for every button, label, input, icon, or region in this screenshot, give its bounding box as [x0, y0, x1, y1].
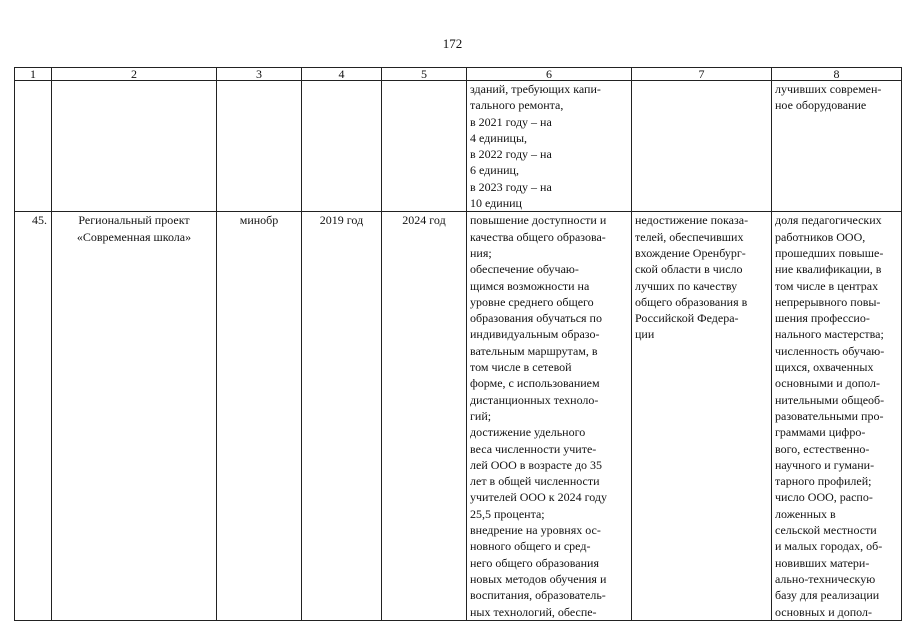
text-line: лей ООО в возрасте до 35 — [470, 457, 603, 472]
text-line: учителей ООО к 2024 году — [470, 490, 607, 505]
text-line: шения профессио- — [775, 311, 870, 326]
text-line: ние квалификации, в — [775, 262, 882, 277]
text-line: том числе в сетевой — [470, 360, 572, 375]
text-line: научного и гумани- — [775, 457, 875, 472]
cell — [632, 81, 772, 212]
cell — [217, 81, 302, 212]
text-line: в 2023 году – на — [470, 179, 552, 194]
text-line: воспитания, образователь- — [470, 588, 606, 603]
cell — [52, 81, 217, 212]
text-line: тарного профилей; — [775, 474, 872, 489]
text-line: лет в общей численности — [470, 474, 600, 489]
cell-indicators-continued — [772, 81, 902, 212]
text-line: ально-техническую — [775, 571, 876, 586]
text-line: прошедших повыше- — [775, 245, 884, 260]
text-line: качества общего образова- — [470, 229, 606, 244]
text-line: 10 единиц — [470, 196, 522, 211]
cell — [382, 81, 467, 212]
row-number: 45. — [15, 212, 52, 620]
text-line: 25,5 процента; — [470, 506, 545, 521]
text-line: ложенных в — [775, 506, 836, 521]
text-line: зданий, требующих капи- — [470, 82, 601, 96]
text-line: него общего образования — [470, 555, 599, 570]
text-line: щимся возможности на — [470, 278, 590, 293]
text-line: нительными общеоб- — [775, 392, 885, 407]
text-line: лучших по качеству — [635, 278, 738, 293]
text-line: индивидуальным образо- — [470, 327, 600, 342]
text-line: основных и допол- — [775, 604, 872, 619]
header-col-3: 3 — [217, 68, 302, 81]
text-line: работников ООО, — [775, 229, 866, 244]
header-col-4: 4 — [302, 68, 382, 81]
text-line: новых методов обучения и — [470, 571, 607, 586]
text-line: базу для реализации — [775, 588, 880, 603]
header-row — [15, 68, 902, 81]
header-col-6: 6 — [467, 68, 632, 81]
page-number: 172 — [442, 36, 463, 51]
text-line: непрерывного повы- — [775, 294, 881, 309]
header-col-1: 1 — [15, 68, 52, 81]
cell — [15, 81, 52, 212]
text-line: недостижение показа- — [635, 213, 749, 228]
text-line: уровне среднего общего — [470, 294, 594, 309]
text-line: в 2021 году – на — [470, 114, 552, 129]
text-line: число ООО, распо- — [775, 490, 873, 505]
text-line: вого, естественно- — [775, 441, 870, 456]
text-line: достижение удельного — [470, 425, 586, 440]
cell-goals-continued — [467, 81, 632, 212]
cell — [302, 81, 382, 212]
end-year: 2024 год — [382, 212, 467, 620]
text-line: обеспечение обучаю- — [470, 262, 579, 277]
text-line: вхождение Оренбург- — [635, 245, 746, 260]
text-line: ное оборудование — [775, 98, 867, 113]
project-name: Региональный проект «Современная школа» — [52, 212, 217, 620]
header-col-2: 2 — [52, 68, 217, 81]
header-col-5: 5 — [382, 68, 467, 81]
text-line: сельской местности — [775, 523, 877, 538]
text-line: 4 единицы, — [470, 130, 528, 145]
header-col-7: 7 — [632, 68, 772, 81]
text-line: щихся, охваченных — [775, 360, 874, 375]
text-line: и малых городах, об- — [775, 539, 883, 554]
text-line: вательным маршрутам, в — [470, 343, 598, 358]
table-row — [15, 81, 902, 212]
text-line: новивших матери- — [775, 555, 870, 570]
text-line: ных технологий, обеспе- — [470, 604, 597, 619]
text-line: телей, обеспечивших — [635, 229, 744, 244]
start-year: 2019 год — [302, 212, 382, 620]
cell-consequences — [632, 212, 772, 620]
text-line: в 2022 году – на — [470, 147, 552, 162]
text-line: разовательными про- — [775, 408, 884, 423]
text-line: Российской Федера- — [635, 311, 739, 326]
cell-goals — [467, 212, 632, 620]
data-table — [14, 67, 902, 621]
text-line: образования обучаться по — [470, 311, 602, 326]
text-line: ции — [635, 327, 655, 342]
text-line: лучивших современ- — [775, 82, 882, 96]
text-line: общего образования в — [635, 294, 748, 309]
text-line: ской области в число — [635, 262, 743, 277]
text-line: веса численности учите- — [470, 441, 597, 456]
cell-indicators — [772, 212, 902, 620]
text-line: численность обучаю- — [775, 343, 885, 358]
text-line: дистанционных техноло- — [470, 392, 599, 407]
text-line: нального мастерства; — [775, 327, 884, 342]
text-line: повышение доступности и — [470, 213, 607, 228]
text-line: доля педагогических — [775, 213, 882, 228]
text-line: новного общего и сред- — [470, 539, 591, 554]
text-line: том числе в центрах — [775, 278, 879, 293]
text-line: 6 единиц, — [470, 163, 519, 178]
responsible-body: минобр — [217, 212, 302, 620]
text-line: тального ремонта, — [470, 98, 564, 113]
text-line: внедрение на уровнях ос- — [470, 523, 601, 538]
text-line: граммами цифро- — [775, 425, 866, 440]
table-row — [15, 212, 902, 620]
text-line: форме, с использованием — [470, 376, 600, 391]
text-line: ния; — [470, 245, 492, 260]
text-line: гий; — [470, 408, 492, 423]
header-col-8: 8 — [772, 68, 902, 81]
text-line: основными и допол- — [775, 376, 880, 391]
